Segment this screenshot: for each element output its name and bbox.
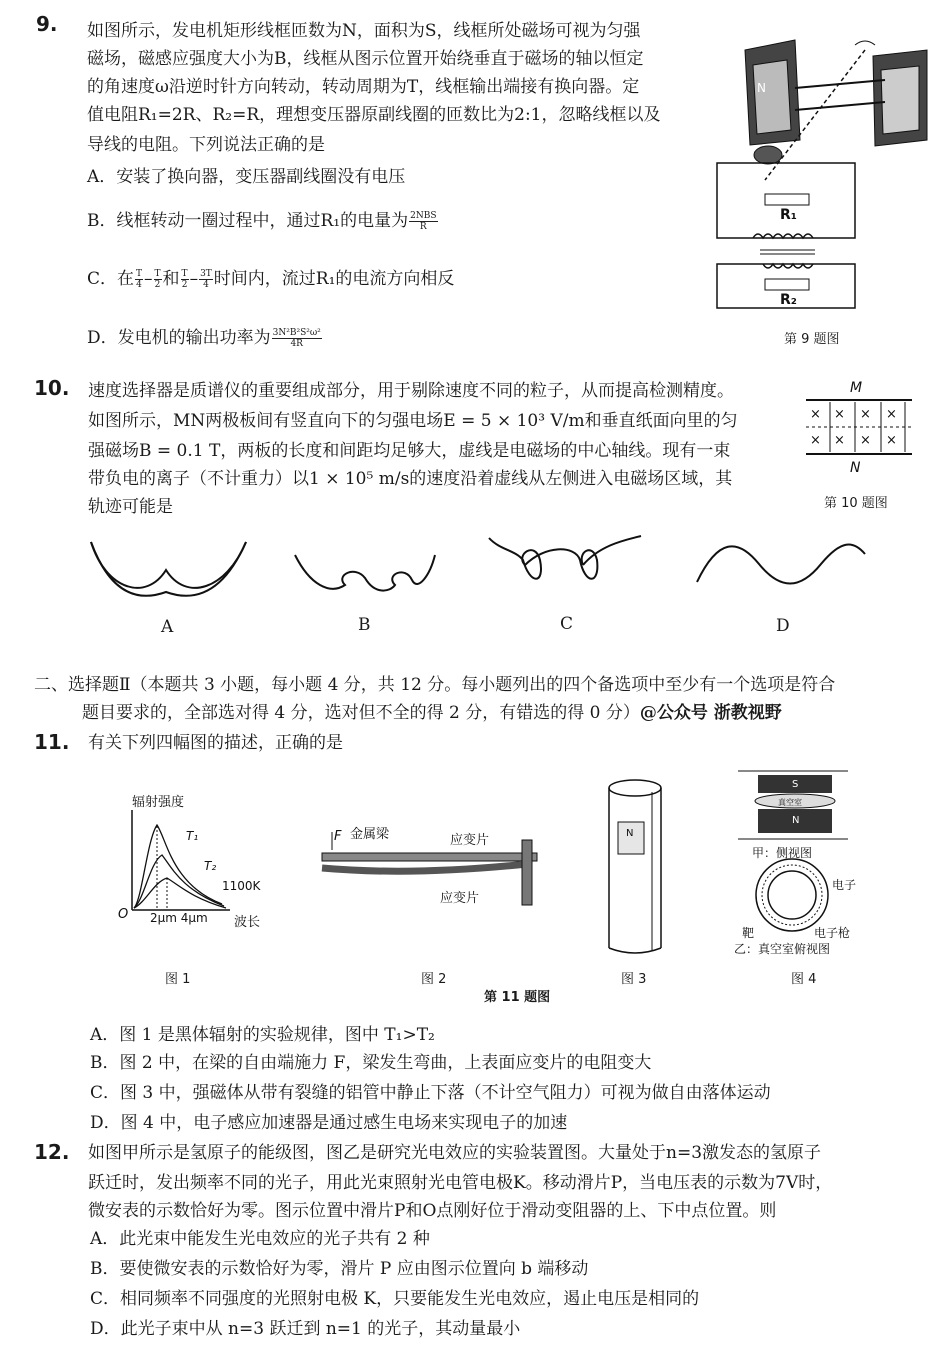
- q9-option-c-dash-1: –: [144, 269, 153, 289]
- q10-trajectory-d[interactable]: [693, 540, 868, 590]
- svg-text:×: ×: [886, 433, 897, 448]
- q12-option-c[interactable]: C．相同频率不同强度的光照射电极 K，只要能发生光电效应，遏止电压是相同的: [90, 1289, 700, 1309]
- q9-option-c-post: 时间内，流过R₁的电流方向相反: [213, 269, 455, 289]
- q11-option-b[interactable]: B．图 2 中，在梁的自由端施力 F，梁发生弯曲，上表面应变片的电阻变大: [90, 1053, 652, 1073]
- fig4-electron-label: 电子: [832, 878, 857, 892]
- q10-number: 10.: [34, 376, 70, 400]
- svg-text:×: ×: [860, 433, 871, 448]
- fig2-gauge-top: 应变片: [450, 833, 490, 848]
- fig1-ylabel: 辐射强度: [132, 795, 185, 810]
- q12-stem-line-3: 微安表的示数恰好为零。图示位置中滑片P和O点刚好位于滑动变阻器的上、下中点位置。则: [88, 1201, 777, 1221]
- q12-stem-line-1: 如图甲所示是氢原子的能级图，图乙是研究光电效应的实验装置图。大量处于n=3激发态的氢原子: [88, 1143, 822, 1163]
- fig1-temp: 1100K: [222, 879, 261, 893]
- fig4-top-label: 乙：真空室俯视图: [734, 942, 831, 956]
- q11-figure-caption: 第 11 题图: [484, 990, 551, 1005]
- svg-text:×: ×: [860, 407, 871, 422]
- q10-stem-line-5: 轨迹可能是: [88, 497, 173, 517]
- q11-stem: 有关下列四幅图的描述，正确的是: [88, 733, 343, 753]
- q11-fig4-caption: 图 4: [791, 972, 817, 987]
- q11-fig2: [312, 820, 552, 920]
- q12-option-a[interactable]: A．此光束中能发生光电效应的光子共有 2 种: [90, 1229, 430, 1249]
- q9-option-b-text: B．线框转动一圈过程中，通过R₁的电量为: [87, 211, 409, 231]
- r2-label: R₂: [780, 292, 797, 308]
- fig3-n-label: N: [626, 828, 634, 839]
- q10-stem-line-3: 强磁场B = 0.1 T，两板的长度和间距均足够大，虚线是电磁场的中心轴线。现有一束: [88, 441, 731, 461]
- fig1-xlabel: 波长: [234, 915, 261, 930]
- plate-m-label: M: [850, 380, 863, 396]
- q9-stem-line-5: 导线的电阻。下列说法正确的是: [87, 135, 325, 155]
- q11-fig1: [112, 790, 287, 940]
- q9-option-c[interactable]: [87, 266, 454, 292]
- q9-stem-line-3: 的角速度ω沿逆时针方向转动，转动周期为T，线框输出端接有换向器。定: [87, 77, 640, 97]
- svg-text:×: ×: [810, 433, 821, 448]
- q9-option-c-frac-2: $\frac{T}{2}$: [154, 269, 161, 290]
- q12-number: 12.: [34, 1140, 70, 1164]
- q11-fig1-caption: 图 1: [165, 972, 191, 987]
- watermark-text: @公众号 浙教视野: [639, 703, 782, 723]
- fig1-t2: T₂: [204, 859, 217, 873]
- q11-number: 11.: [34, 730, 70, 754]
- q9-option-d[interactable]: [87, 325, 323, 351]
- fig4-n-label: N: [792, 815, 800, 826]
- q10-stem-line-2: 如图所示，MN两极板间有竖直向下的匀强电场E = 5 × 10³ V/m和垂直纸面向里的匀: [88, 411, 738, 431]
- q11-fig3-caption: 图 3: [621, 972, 647, 987]
- magnet-n-label: N: [757, 81, 766, 95]
- fig4-gun-label: 电子枪: [814, 926, 851, 940]
- q10-trajectory-a[interactable]: [86, 530, 251, 600]
- fig1-ticks: 2μm 4μm: [150, 911, 208, 925]
- q10-choice-c-label: C: [560, 614, 574, 634]
- svg-text:×: ×: [886, 407, 897, 422]
- q11-fig4: [728, 765, 868, 960]
- q10-choice-b-label: B: [358, 615, 371, 635]
- svg-text:×: ×: [834, 407, 845, 422]
- fig4-target-label: 靶: [742, 926, 755, 940]
- q11-fig2-caption: 图 2: [421, 972, 447, 987]
- curve-1100k: [134, 878, 226, 908]
- q10-trajectory-b[interactable]: [290, 540, 440, 600]
- r1-label: R₁: [780, 207, 797, 223]
- q10-figure-caption: 第 10 题图: [824, 496, 888, 511]
- q10-stem-line-4: 带负电的离子（不计重力）以1 × 10⁵ m/s的速度沿着虚线从左侧进入电磁场区域，其: [88, 469, 733, 489]
- q9-stem-line-1: 如图所示，发电机矩形线框匝数为N，面积为S，线框所处磁场可视为匀强: [87, 21, 641, 41]
- section2-heading-text: 题目要求的，全部选对得 4 分，选对但不全的得 2 分，有错选的得 0 分）: [82, 703, 640, 723]
- metal-beam: [322, 853, 537, 861]
- fig1-origin: O: [118, 907, 129, 922]
- fig1-t1: T₁: [186, 829, 199, 843]
- q9-option-c-pre: C．在: [87, 269, 135, 289]
- fig2-gauge-bottom: 应变片: [440, 891, 480, 906]
- vacuum-chamber-outer: [756, 859, 828, 931]
- q9-figure: [705, 20, 935, 325]
- q12-option-b[interactable]: B．要使微安表的示数恰好为零，滑片 P 应由图示位置向 b 端移动: [90, 1259, 589, 1279]
- q12-stem-line-2: 跃迁时，发出频率不同的光子，用此光束照射光电管电极K。移动滑片P，当电压表的示数为7V时，: [88, 1173, 833, 1193]
- svg-text:×: ×: [834, 433, 845, 448]
- q9-option-c-and: 和: [162, 269, 180, 289]
- q9-option-d-fraction: $\frac{\text{3N²B²S²ω²}}{4R}$: [272, 328, 321, 349]
- bent-beam: [322, 864, 527, 871]
- clamp: [522, 840, 532, 905]
- commutator: [754, 146, 782, 164]
- svg-text:×: ×: [810, 407, 821, 422]
- q9-option-b[interactable]: [87, 208, 439, 234]
- fig4-side-label: 甲：侧视图: [752, 846, 813, 860]
- q9-option-d-text: D．发电机的输出功率为: [87, 328, 271, 348]
- q9-option-c-frac-4: $\frac{3T}{4}$: [200, 269, 212, 290]
- q9-stem-line-4: 值电阻R₁=2R、R₂=R，理想变压器原副线圈的匝数比为2:1，忽略线框以及: [87, 105, 661, 125]
- q11-option-d[interactable]: D．图 4 中，电子感应加速器是通过感生电场来实现电子的加速: [90, 1113, 568, 1133]
- q10-choice-a-label: A: [161, 617, 174, 637]
- q10-choice-d-label: D: [776, 616, 790, 636]
- fig4-room-label: 真空室: [778, 798, 802, 807]
- section2-heading: 二、选择题Ⅱ（本题共 3 小题，每小题 4 分，共 12 分。每小题列出的四个备选项中至少有一个选项是符合: [34, 675, 836, 695]
- transformer-primary-coil: [753, 234, 813, 238]
- q10-stem-line-1: 速度选择器是质谱仪的重要组成部分，用于剔除速度不同的粒子，从而提高检测精度。: [88, 381, 734, 401]
- q12-option-d[interactable]: D．此光子束中从 n=3 跃迁到 n=1 的光子，其动量最小: [90, 1319, 521, 1339]
- q9-option-c-dash-2: –: [189, 269, 199, 289]
- plate-n-label: N: [850, 460, 861, 476]
- q9-number: 9.: [36, 12, 58, 36]
- q11-fig3: [600, 778, 670, 958]
- q9-figure-caption: 第 9 题图: [784, 332, 840, 347]
- q9-option-b-fraction: $\frac{\text{2NBS}}{R}$: [410, 211, 437, 232]
- q9-stem-line-2: 磁场，磁感应强度大小为B，线框从图示位置开始绕垂直于磁场的轴以恒定: [87, 49, 644, 69]
- q10-trajectory-c[interactable]: [485, 530, 645, 590]
- q11-option-a[interactable]: A．图 1 是黑体辐射的实验规律，图中 T₁>T₂: [90, 1025, 435, 1045]
- fig4-s-label: S: [792, 779, 799, 790]
- resistor-r2: [765, 279, 809, 290]
- fig2-beam-label: 金属梁: [350, 827, 390, 842]
- q9-option-c-frac-1: $\frac{T}{4}$: [136, 269, 143, 290]
- q10-figure: [800, 376, 920, 481]
- vacuum-chamber-inner: [768, 871, 816, 919]
- q11-option-c[interactable]: C．图 3 中，强磁体从带有裂缝的铝管中静止下落（不计空气阻力）可视为做自由落体运动: [90, 1083, 771, 1103]
- q9-option-a[interactable]: A．安装了换向器，变压器副线圈没有电压: [87, 167, 406, 187]
- section2-heading-line-2: [82, 700, 782, 726]
- q9-option-c-frac-3: $\frac{T}{2}$: [181, 269, 188, 290]
- resistor-r1: [765, 194, 809, 205]
- fig2-force: F: [334, 829, 342, 844]
